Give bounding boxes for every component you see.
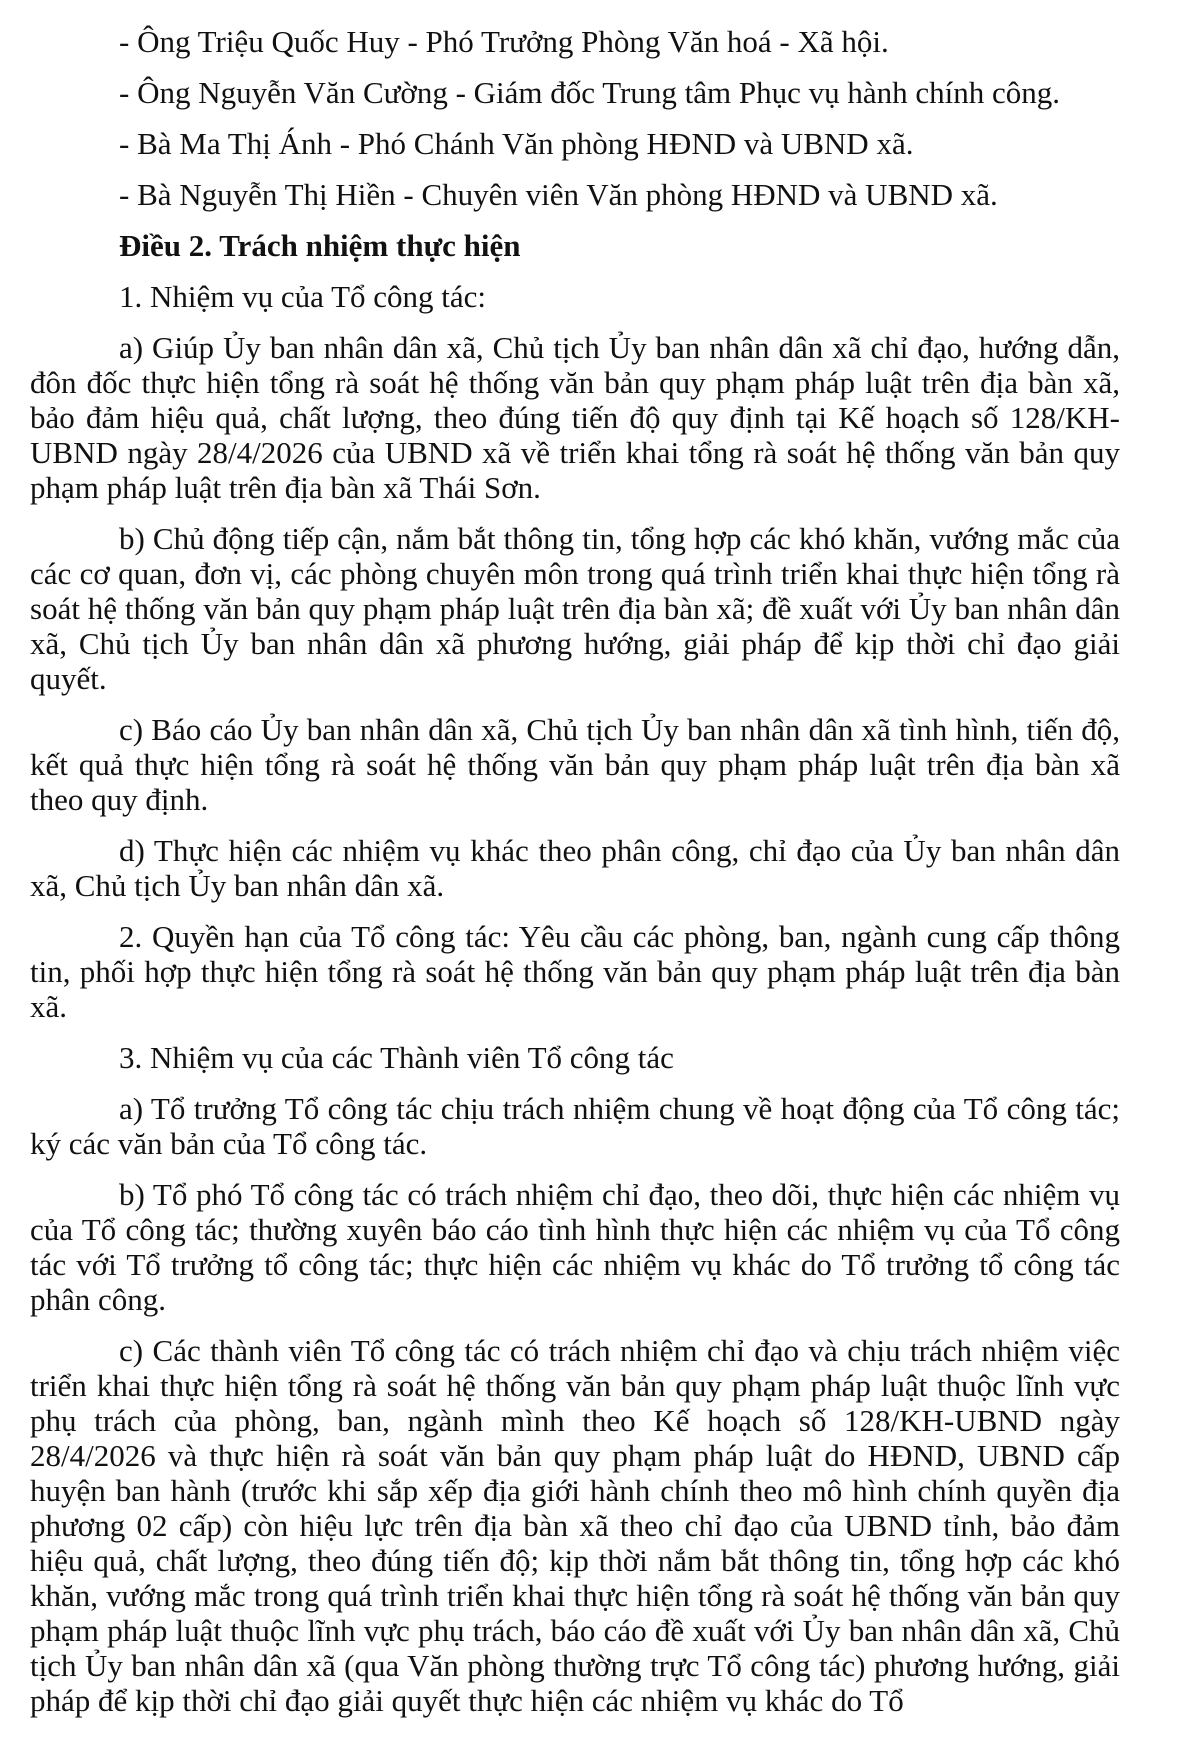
section-2-paragraph: 2. Quyền hạn của Tổ công tác: Yêu cầu các phòng, ban, ngành cung cấp thông tin, phối hợp thực hiện tổng rà soát hệ thống văn bản quy phạm pháp luật trên địa bàn xã.: [30, 919, 1120, 1024]
section-1-item-c: c) Báo cáo Ủy ban nhân dân xã, Chủ tịch Ủy ban nhân dân xã tình hình, tiến độ, kết quả thực hiện tổng rà soát hệ thống văn bản quy phạm pháp luật trên địa bàn xã theo quy định.: [30, 712, 1120, 817]
article-2-heading: Điều 2. Trách nhiệm thực hiện: [119, 228, 521, 263]
member-line-ma-thi-anh: - Bà Ma Thị Ánh - Phó Chánh Văn phòng HĐND và UBND xã.: [119, 126, 914, 161]
member-line-trieu-quoc-huy: - Ông Triệu Quốc Huy - Phó Trưởng Phòng Văn hoá - Xã hội.: [119, 24, 889, 59]
section-1-item-d: d) Thực hiện các nhiệm vụ khác theo phân công, chỉ đạo của Ủy ban nhân dân xã, Chủ tịch Ủy ban nhân dân xã.: [30, 833, 1120, 903]
section-3-item-b: b) Tổ phó Tổ công tác có trách nhiệm chỉ đạo, theo dõi, thực hiện các nhiệm vụ của Tổ công tác; thường xuyên báo cáo tình hình thực hiện các nhiệm vụ của Tổ công tác với Tổ trưởng tổ công tác; thực hiện các nhiệm vụ khác do Tổ trưởng tổ công tác phân công.: [30, 1177, 1120, 1317]
section-1-title: 1. Nhiệm vụ của Tổ công tác:: [119, 279, 487, 314]
section-3-title: 3. Nhiệm vụ của các Thành viên Tổ công tác: [119, 1040, 674, 1075]
document-body: [30, 24, 1120, 1734]
section-3-item-a: a) Tổ trưởng Tổ công tác chịu trách nhiệm chung về hoạt động của Tổ công tác; ký các văn bản của Tổ công tác.: [30, 1091, 1120, 1161]
member-line-nguyen-thi-hien: - Bà Nguyễn Thị Hiền - Chuyên viên Văn phòng HĐND và UBND xã.: [119, 177, 998, 212]
member-line-nguyen-van-cuong: - Ông Nguyễn Văn Cường - Giám đốc Trung tâm Phục vụ hành chính công.: [119, 75, 1061, 110]
section-1-item-a: a) Giúp Ủy ban nhân dân xã, Chủ tịch Ủy ban nhân dân xã chỉ đạo, hướng dẫn, đôn đốc thực hiện tổng rà soát hệ thống văn bản quy phạm pháp luật trên địa bàn xã, bảo đảm hiệu quả, chất lượng, theo đúng tiến độ quy định tại Kế hoạch số 128/KH-UBND ngày 28/4/2026 của UBND xã về triển khai tổng rà soát hệ thống văn bản quy phạm pháp luật trên địa bàn xã Thái Sơn.: [30, 330, 1120, 505]
section-3-item-c: c) Các thành viên Tổ công tác có trách nhiệm chỉ đạo và chịu trách nhiệm việc triển khai thực hiện tổng rà soát hệ thống văn bản quy phạm pháp luật thuộc lĩnh vực phụ trách của phòng, ban, ngành mình theo Kế hoạch số 128/KH-UBND ngày 28/4/2026 và thực hiện rà soát văn bản quy phạm pháp luật do HĐND, UBND cấp huyện ban hành (trước khi sắp xếp địa giới hành chính theo mô hình chính quyền địa phương 02 cấp) còn hiệu lực trên địa bàn xã theo chỉ đạo của UBND tỉnh, bảo đảm hiệu quả, chất lượng, theo đúng tiến độ; kịp thời nắm bắt thông tin, tổng hợp các khó khăn, vướng mắc trong quá trình triển khai thực hiện tổng rà soát hệ thống văn bản quy phạm pháp luật thuộc lĩnh vực phụ trách, báo cáo đề xuất với Ủy ban nhân dân xã, Chủ tịch Ủy ban nhân dân xã (qua Văn phòng thường trực Tổ công tác) phương hướng, giải pháp để kịp thời chỉ đạo giải quyết thực hiện các nhiệm vụ khác do Tổ: [30, 1333, 1120, 1718]
section-1-item-b: b) Chủ động tiếp cận, nắm bắt thông tin, tổng hợp các khó khăn, vướng mắc của các cơ quan, đơn vị, các phòng chuyên môn trong quá trình triển khai thực hiện tổng rà soát hệ thống văn bản quy phạm pháp luật trên địa bàn xã; đề xuất với Ủy ban nhân dân xã, Chủ tịch Ủy ban nhân dân xã phương hướng, giải pháp để kịp thời chỉ đạo giải quyết.: [30, 521, 1120, 696]
